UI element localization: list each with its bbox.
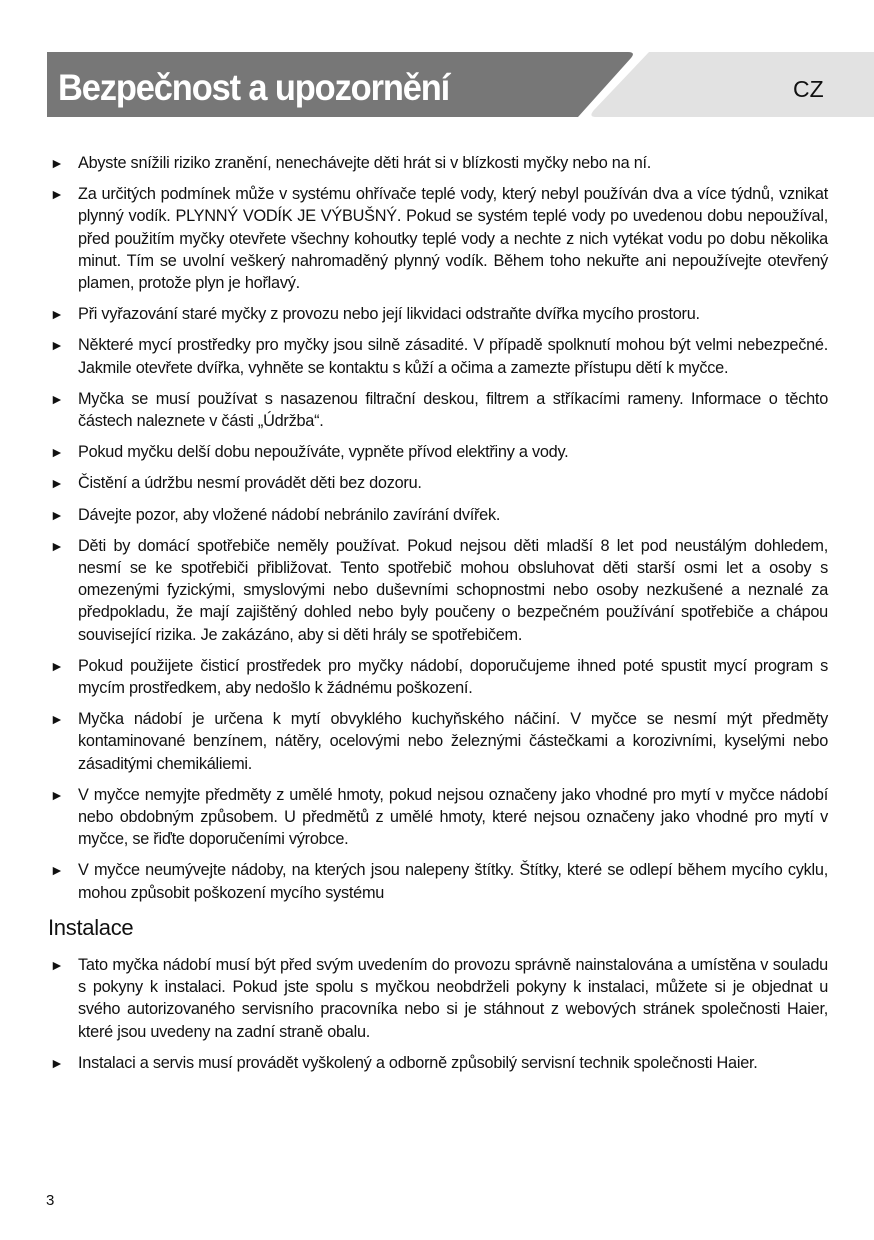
page-header — [0, 0, 874, 130]
list-item-text: Tato myčka nádobí musí být před svým uvedením do provozu správně nainstalována a umístěna v souladu s pokyny k instalaci. Pokud jste spolu s myčkou neobdrželi pokyny k instalaci, můžete si je objednat u svého autorizovaného servisního pracovníka nebo si je stáhnout z webových stránek společnosti Haier, které jsou uvedeny na zadní straně obalu. — [78, 955, 828, 1041]
page-number: 3 — [46, 1192, 55, 1209]
list-item-text: Pokud použijete čisticí prostředek pro myčky nádobí, doporučujeme ihned poté spustit mycí program s mycím prostředkem, aby nedošlo k žádnému poškození. — [78, 656, 828, 698]
list-item-text: Děti by domácí spotřebiče neměly používat. Pokud nejsou děti mladší 8 let pod neustálým dohledem, nesmí se ke spotřebiči přibližovat. Tento spotřebič mohou obsluhovat děti starší osmi let a osoby s omezenými fyzickými, smyslovými nebo duševními schopnostmi nebo osoby nezkušené a neznalé za předpokladu, že mají zajištěný dohled nebo byly poučeny o bezpečném používání spotřebiče a chápou související rizika. Je zakázáno, aby si děti hrály se spotřebičem. — [78, 536, 828, 644]
arrow-bullet-icon: ► — [50, 506, 64, 523]
list-item-text: Myčka se musí používat s nasazenou filtrační deskou, filtrem a stříkacími rameny. Informace o těchto částech naleznete v části „Údržba“. — [78, 389, 828, 431]
list-item — [48, 535, 828, 646]
arrow-bullet-icon: ► — [50, 711, 64, 728]
list-item — [48, 303, 828, 325]
document-body — [48, 152, 828, 1083]
arrow-bullet-icon: ► — [50, 1054, 64, 1071]
list-item — [48, 655, 828, 699]
list-item — [48, 388, 828, 432]
list-item — [48, 708, 828, 775]
list-item — [48, 1052, 828, 1074]
list-item-text: Při vyřazování staré myčky z provozu nebo její likvidaci odstraňte dvířka mycího prostoru. — [78, 305, 700, 324]
list-item-text: Pokud myčku delší dobu nepoužíváte, vypněte přívod elektřiny a vody. — [78, 443, 569, 462]
arrow-bullet-icon: ► — [50, 444, 64, 461]
header-bands — [0, 0, 874, 130]
list-item-text: V myčce neumývejte nádoby, na kterých jsou nalepeny štítky. Štítky, které se odlepí během mycího cyklu, mohou způsobit poškození mycího systému — [78, 861, 828, 902]
section-heading-installation: Instalace — [48, 914, 134, 940]
list-item-text: Dávejte pozor, aby vložené nádobí nebránilo zavírání dvířek. — [78, 505, 501, 524]
arrow-bullet-icon: ► — [50, 657, 64, 674]
list-item-text: Některé mycí prostředky pro myčky jsou silně zásadité. V případě spolknutí mohou být velmi nebezpečné. Jakmile otevřete dvířka, vyhněte se kontaktu s kůží a očima a zamezte přístupu dětí k myčce. — [78, 336, 828, 377]
list-item-text: Myčka nádobí je určena k mytí obvyklého kuchyňského náčiní. V myčce se nesmí mýt předměty kontaminované benzínem, nátěry, ocelovými nebo železnými částečkami a korozivními, kyselými nebo zásaditými chemikáliemi. — [78, 710, 828, 773]
list-item — [48, 954, 828, 1043]
arrow-bullet-icon: ► — [50, 475, 64, 492]
arrow-bullet-icon: ► — [50, 537, 64, 554]
arrow-bullet-icon: ► — [50, 186, 64, 203]
list-item — [48, 859, 828, 903]
arrow-bullet-icon: ► — [50, 390, 64, 407]
arrow-bullet-icon: ► — [50, 786, 64, 803]
arrow-bullet-icon: ► — [50, 337, 64, 354]
language-code: CZ — [793, 76, 824, 102]
arrow-bullet-icon: ► — [50, 155, 64, 171]
list-item — [48, 183, 828, 294]
list-item — [48, 152, 828, 174]
list-item — [48, 334, 828, 378]
list-item-text: V myčce nemyjte předměty z umělé hmoty, pokud nejsou označeny jako vhodné pro mytí v myčce nádobí nebo obdobným způsobem. U předmětů z umělé hmoty, které nejsou označeny jako vhodné pro mytí v myčce, se řiďte doporučeními výrobce. — [78, 785, 828, 849]
arrow-bullet-icon: ► — [50, 862, 64, 879]
list-item-text: Čistění a údržbu nesmí provádět děti bez dozoru. — [78, 474, 422, 493]
language-band — [591, 52, 874, 117]
list-item-text: Abyste snížili riziko zranění, nenechávejte děti hrát si v blízkosti myčky nebo na ní. — [78, 154, 652, 172]
installation-list — [48, 954, 828, 1074]
list-item — [48, 441, 828, 463]
page-title: Bezpečnost a upozornění — [58, 67, 450, 108]
arrow-bullet-icon: ► — [50, 956, 64, 973]
list-item-text: Za určitých podmínek může v systému ohřívače teplé vody, který nebyl používán dva a více týdnů, vznikat plynný vodík. PLYNNÝ VODÍK JE VÝBUŠNÝ. Pokud se systém teplé vody po uvedenou dobu nepoužíval, před použitím myčky otevřete všechny kohoutky teplé vody a nechte z nich vytékat vodu po dobu několika minut. Tím se uvolní veškerý nahromaděný plynný vodík. Během toho nekuřte ani nepoužívejte otevřený plamen, protože plyn je hořlavý. — [78, 185, 828, 293]
safety-warnings-list — [48, 152, 828, 904]
list-item — [48, 784, 828, 851]
list-item — [48, 472, 828, 494]
list-item-text: Instalaci a servis musí provádět vyškolený a odborně způsobilý servisní technik společnosti Haier. — [78, 1053, 758, 1072]
arrow-bullet-icon: ► — [50, 306, 64, 323]
list-item — [48, 504, 828, 526]
